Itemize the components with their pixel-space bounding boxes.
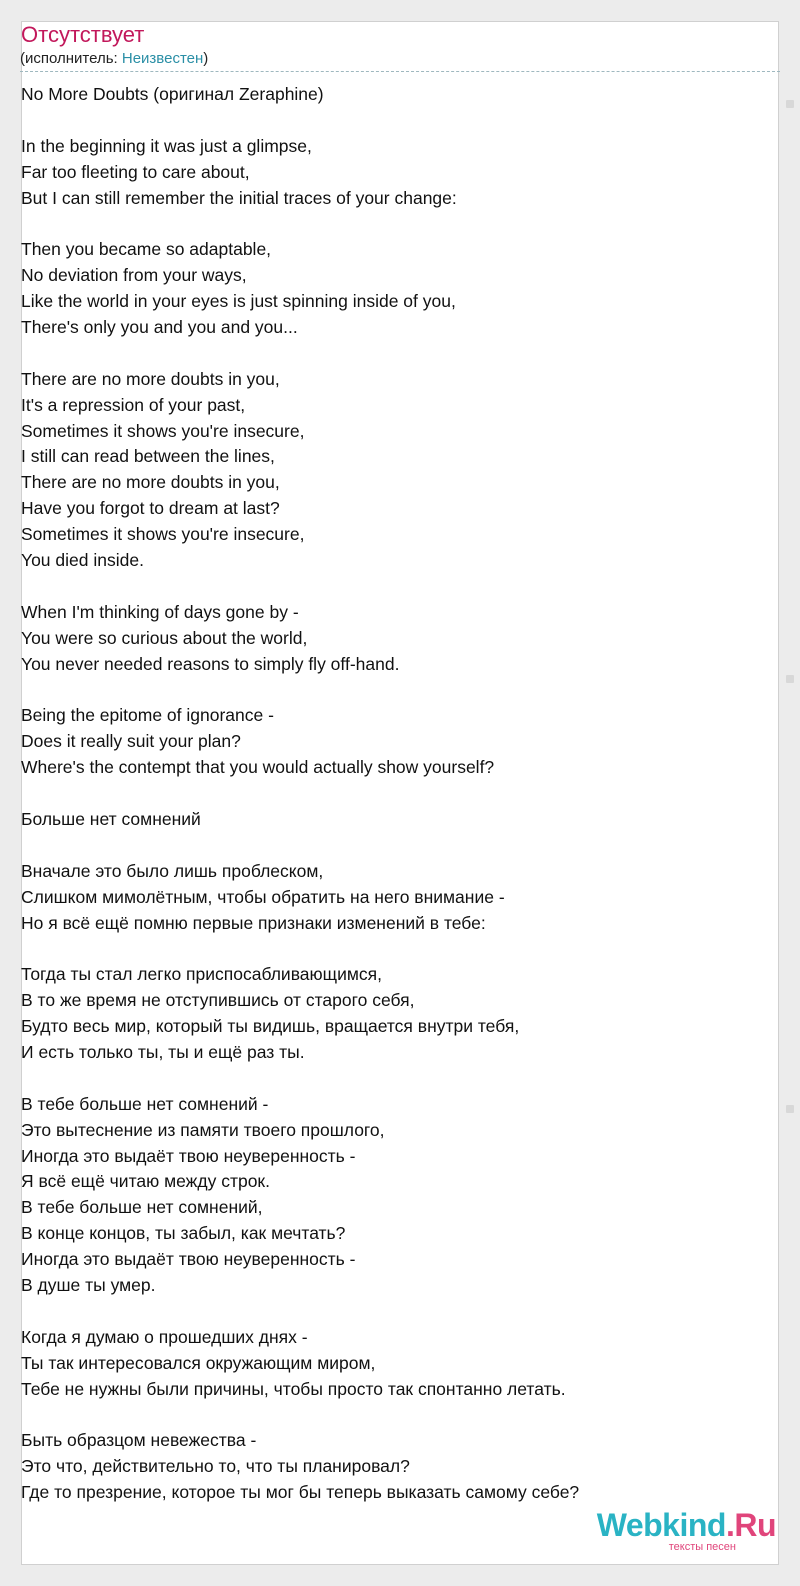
lyric-line: Я всё ещё читаю между строк.	[21, 1171, 270, 1192]
lyric-line: Then you became so adaptable,	[21, 239, 272, 260]
side-marker	[786, 1105, 794, 1113]
lyric-line: In the beginning it was just a glimpse,	[21, 135, 312, 156]
artist-prefix: (исполнитель:	[20, 50, 122, 67]
lyrics-body	[21, 82, 741, 1506]
site-logo[interactable]	[597, 1509, 776, 1553]
stanza-gap	[21, 1299, 741, 1325]
lyric-line: В душе ты умер.	[21, 1274, 156, 1295]
lyric-line: Быть образцом невежества -	[21, 1430, 257, 1451]
stanza-gap	[21, 1402, 741, 1428]
lyric-line: But I can still remember the initial traces of your change:	[21, 187, 457, 208]
lyric-line: Being the epitome of ignorance -	[21, 705, 274, 726]
lyric-line: Иногда это выдаёт твою неуверенность -	[21, 1249, 356, 1270]
side-marker	[786, 100, 794, 108]
stanza-gap	[21, 1066, 741, 1092]
stanza-gap	[21, 833, 741, 859]
lyric-line: There's only you and you and you...	[21, 317, 298, 338]
stanza-gap	[21, 677, 741, 703]
lyric-line: В то же время не отступившись от старого себя,	[21, 990, 415, 1011]
lyric-line: Вначале это было лишь проблеском,	[21, 860, 324, 881]
artist-line	[20, 50, 208, 68]
lyric-line: When I'm thinking of days gone by -	[21, 601, 299, 622]
side-marker	[786, 675, 794, 683]
lyric-line: You died inside.	[21, 550, 144, 571]
lyric-line: Does it really suit your plan?	[21, 731, 241, 752]
lyric-line: I still can read between the lines,	[21, 446, 275, 467]
lyric-line: Have you forgot to dream at last?	[21, 498, 280, 519]
lyric-line: Будто весь мир, который ты видишь, вращается внутри тебя,	[21, 1016, 520, 1037]
stanza-gap	[21, 108, 741, 134]
lyric-line: No deviation from your ways,	[21, 265, 247, 286]
header-divider	[20, 71, 780, 72]
logo-suffix: .Ru	[725, 1507, 776, 1543]
lyric-line: There are no more doubts in you,	[21, 472, 280, 493]
lyric-line: Sometimes it shows you're insecure,	[21, 524, 305, 545]
lyric-line: В тебе больше нет сомнений,	[21, 1197, 263, 1218]
lyric-line: It's a repression of your past,	[21, 394, 246, 415]
lyric-line: Это вытеснение из памяти твоего прошлого,	[21, 1119, 385, 1140]
artist-suffix: )	[203, 50, 209, 67]
lyric-line: Ты так интересовался окружающим миром,	[21, 1352, 376, 1373]
lyric-line: Иногда это выдаёт твою неуверенность -	[21, 1145, 356, 1166]
lyric-line: Это что, действительно то, что ты планировал?	[21, 1456, 410, 1477]
lyric-line: Слишком мимолётным, чтобы обратить на него внимание -	[21, 886, 505, 907]
lyric-line: Far too fleeting to care about,	[21, 161, 250, 182]
stanza-gap	[21, 781, 741, 807]
logo-main-text: Webkind	[596, 1507, 726, 1543]
logo-tagline: тексты песен	[668, 1541, 736, 1553]
stanza-gap	[21, 341, 741, 367]
lyric-line: Где то презрение, которое ты мог бы теперь выказать самому себе?	[21, 1482, 580, 1503]
stanza-gap	[21, 574, 741, 600]
stanza-gap	[21, 936, 741, 962]
lyric-line: Тогда ты стал легко приспосабливающимся,	[21, 964, 382, 985]
lyric-line: Like the world in your eyes is just spinning inside of you,	[21, 291, 456, 312]
stanza-gap	[21, 211, 741, 237]
lyric-line: Но я всё ещё помню первые признаки изменений в тебе:	[21, 912, 486, 933]
lyric-line: В тебе больше нет сомнений -	[21, 1093, 269, 1114]
side-markers	[780, 0, 796, 1586]
lyric-line: No More Doubts (оригинал Zeraphine)	[21, 84, 324, 104]
artist-link[interactable]: Неизвестен	[121, 50, 204, 67]
lyric-line: Когда я думаю о прошедших днях -	[21, 1326, 308, 1347]
song-title: Отсутствует	[21, 22, 145, 47]
lyric-line: Тебе не нужны были причины, чтобы просто так спонтанно летать.	[21, 1378, 566, 1399]
lyric-line: There are no more doubts in you,	[21, 368, 280, 389]
lyric-line: В конце концов, ты забыл, как мечтать?	[21, 1223, 346, 1244]
lyric-line: Больше нет сомнений	[21, 808, 201, 829]
lyric-line: You never needed reasons to simply fly off-hand.	[21, 653, 400, 674]
lyric-line: И есть только ты, ты и ещё раз ты.	[21, 1041, 305, 1062]
lyric-line: Where's the contempt that you would actually show yourself?	[21, 757, 495, 778]
lyric-line: Sometimes it shows you're insecure,	[21, 420, 305, 441]
lyric-line: You were so curious about the world,	[21, 627, 308, 648]
